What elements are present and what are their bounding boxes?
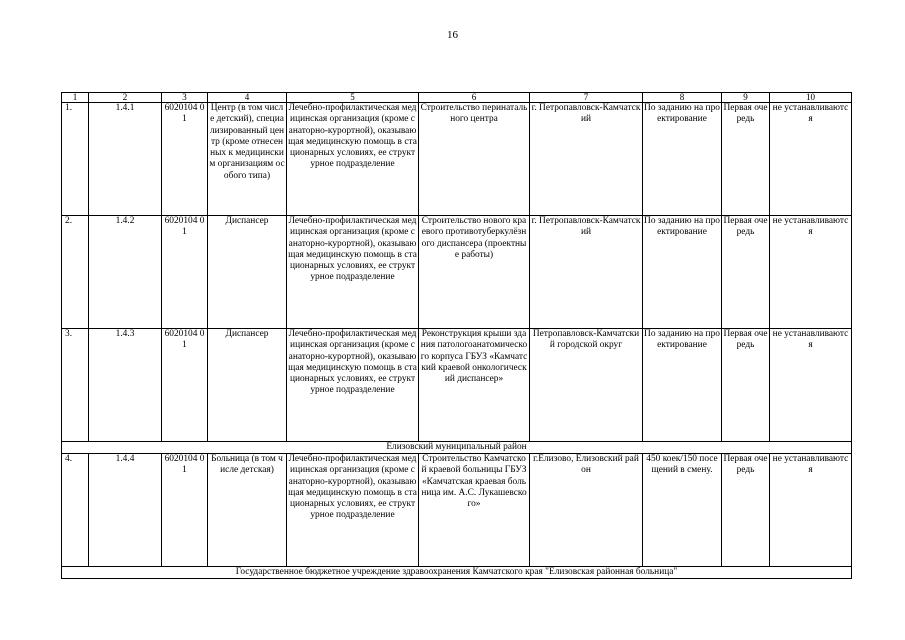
purpose-cell: Лечебно-профилактическая медицинская организация (кроме санаторно-курортной), оказывающая медицинскую помощь в стационарных условиях, ее структурное подразделение — [287, 216, 419, 329]
location-cell: г. Петропавловск-Камчатский — [530, 216, 643, 329]
location-cell: г.Елизово, Елизовский район — [530, 454, 643, 567]
item-code-cell: 1.4.4 — [89, 454, 162, 567]
characteristics-cell: По заданию на проектирование — [643, 329, 722, 442]
row-number-cell: 2. — [62, 216, 89, 329]
zones-cell: не устанавливаются — [770, 454, 852, 567]
section-row — [62, 567, 852, 579]
description-cell: Реконструкция крыши здания патологоанатомического корпуса ГБУЗ «Камчатский краевой онкологический диспансер» — [419, 329, 530, 442]
description-cell: Строительство перинатального центра — [419, 103, 530, 216]
zones-cell: не устанавливаются — [770, 216, 852, 329]
table-row — [62, 329, 852, 442]
header-cell: 10 — [770, 93, 852, 103]
header-cell: 6 — [419, 93, 530, 103]
objects-table — [61, 92, 852, 579]
row-number-cell: 4. — [62, 454, 89, 567]
characteristics-cell: 450 коек/150 посещений в смену. — [643, 454, 722, 567]
header-row — [62, 93, 852, 103]
zones-cell: не устанавливаются — [770, 103, 852, 216]
section-row — [62, 442, 852, 454]
table-row — [62, 454, 852, 567]
stage-cell: Первая очередь — [722, 329, 770, 442]
row-number-cell: 1. — [62, 103, 89, 216]
header-cell: 1 — [62, 93, 89, 103]
header-cell: 9 — [722, 93, 770, 103]
purpose-cell: Лечебно-профилактическая медицинская организация (кроме санаторно-курортной), оказывающая медицинскую помощь в стационарных условиях, ее структурное подразделение — [287, 103, 419, 216]
header-cell: 3 — [162, 93, 208, 103]
item-code-cell: 1.4.3 — [89, 329, 162, 442]
row-number-cell: 3. — [62, 329, 89, 442]
classifier-code-cell: 6020104 01 — [162, 329, 208, 442]
characteristics-cell: По заданию на проектирование — [643, 103, 722, 216]
header-cell: 7 — [530, 93, 643, 103]
classifier-code-cell: 6020104 01 — [162, 103, 208, 216]
purpose-cell: Лечебно-профилактическая медицинская организация (кроме санаторно-курортной), оказывающая медицинскую помощь в стационарных условиях, ее структурное подразделение — [287, 329, 419, 442]
description-cell: Строительство Камчатской краевой больницы ГБУЗ «Камчатская краевая больница им. А.С. Лукашевского» — [419, 454, 530, 567]
table-row — [62, 216, 852, 329]
table-row — [62, 103, 852, 216]
description-cell: Строительство нового краевого противотуберкулёзного диспансера (проектные работы) — [419, 216, 530, 329]
purpose-cell: Лечебно-профилактическая медицинская организация (кроме санаторно-курортной), оказывающая медицинскую помощь в стационарных условиях, ее структурное подразделение — [287, 454, 419, 567]
object-type-cell: Больница (в том числе детская) — [208, 454, 287, 567]
stage-cell: Первая очередь — [722, 216, 770, 329]
stage-cell: Первая очередь — [722, 454, 770, 567]
page-number: 16 — [447, 29, 458, 41]
item-code-cell: 1.4.2 — [89, 216, 162, 329]
section-title: Государственное бюджетное учреждение здравоохранения Камчатского края "Елизовская районная больница" — [62, 567, 852, 579]
location-cell: г. Петропавловск-Камчатский — [530, 103, 643, 216]
item-code-cell: 1.4.1 — [89, 103, 162, 216]
object-type-cell: Диспансер — [208, 216, 287, 329]
characteristics-cell: По заданию на проектирование — [643, 216, 722, 329]
stage-cell: Первая очередь — [722, 103, 770, 216]
header-cell: 4 — [208, 93, 287, 103]
header-cell: 5 — [287, 93, 419, 103]
header-cell: 8 — [643, 93, 722, 103]
section-title: Елизовский муниципальный район — [62, 442, 852, 454]
object-type-cell: Диспансер — [208, 329, 287, 442]
zones-cell: не устанавливаются — [770, 329, 852, 442]
location-cell: Петропавловск-Камчатский городской округ — [530, 329, 643, 442]
classifier-code-cell: 6020104 01 — [162, 454, 208, 567]
object-type-cell: Центр (в том числе детский), специализированный центр (кроме отнесенных к медицинским организациям особого типа) — [208, 103, 287, 216]
header-cell: 2 — [89, 93, 162, 103]
classifier-code-cell: 6020104 01 — [162, 216, 208, 329]
